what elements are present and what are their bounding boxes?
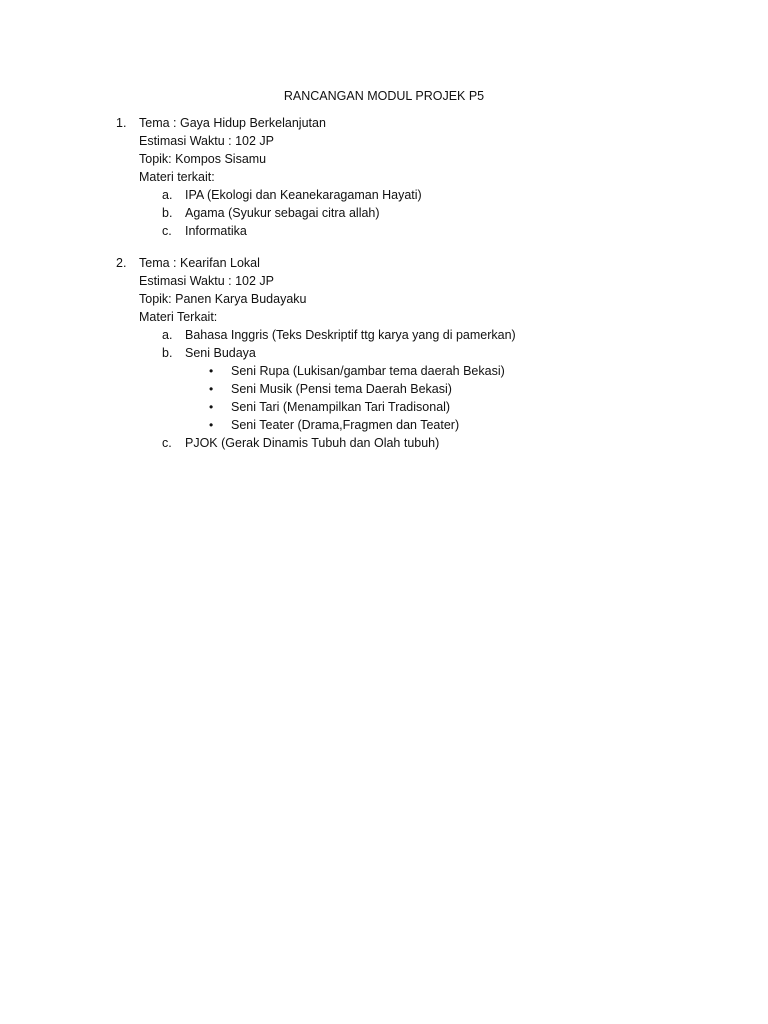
list-marker: a. xyxy=(162,328,173,342)
list-marker: a. xyxy=(162,188,173,202)
list-marker: c. xyxy=(162,436,172,450)
list-marker: b. xyxy=(162,206,173,220)
bullet-icon: • xyxy=(209,400,214,414)
list-item-text: Bahasa Inggris (Teks Deskriptif ttg karya yang di pamerkan) xyxy=(185,328,516,342)
bullet-item xyxy=(116,416,676,434)
section-topik: Topik: Panen Karya Budayaku xyxy=(139,292,307,306)
list-item xyxy=(116,204,676,222)
bullet-icon: • xyxy=(209,382,214,396)
bullet-text: Seni Tari (Menampilkan Tari Tradisonal) xyxy=(231,400,451,414)
section-tema-line xyxy=(116,114,676,132)
bullet-text: Seni Teater (Drama,Fragmen dan Teater) xyxy=(231,418,460,432)
section-tema: Tema : Kearifan Lokal xyxy=(139,256,260,270)
list-item xyxy=(116,186,676,204)
list-item-text: Informatika xyxy=(185,224,247,238)
list-marker: b. xyxy=(162,346,173,360)
section-materi-label: Materi terkait: xyxy=(139,170,215,184)
document-title: RANCANGAN MODUL PROJEK P5 xyxy=(283,89,485,103)
section-materi-label: Materi Terkait: xyxy=(139,310,218,324)
bullet-text: Seni Musik (Pensi tema Daerah Bekasi) xyxy=(231,382,452,396)
bullet-text: Seni Rupa (Lukisan/gambar tema daerah Bekasi) xyxy=(231,364,505,378)
section-estimasi: Estimasi Waktu : 102 JP xyxy=(139,134,274,148)
section-estimasi: Estimasi Waktu : 102 JP xyxy=(139,274,274,288)
section-gaya-hidup xyxy=(116,114,676,240)
bullet-item xyxy=(116,398,676,416)
list-item-text: PJOK (Gerak Dinamis Tubuh dan Olah tubuh) xyxy=(185,436,440,450)
list-item xyxy=(116,222,676,240)
section-kearifan-lokal xyxy=(116,254,676,452)
section-number: 2. xyxy=(116,256,127,270)
bullet-item xyxy=(116,362,676,380)
list-item xyxy=(116,344,676,362)
list-item-text: Agama (Syukur sebagai citra allah) xyxy=(185,206,380,220)
section-number: 1. xyxy=(116,116,127,130)
list-item-text: Seni Budaya xyxy=(185,346,256,360)
bullet-icon: • xyxy=(209,418,214,432)
bullet-icon: • xyxy=(209,364,214,378)
list-marker: c. xyxy=(162,224,172,238)
section-topik: Topik: Kompos Sisamu xyxy=(139,152,267,166)
list-item xyxy=(116,326,676,344)
section-tema-line xyxy=(116,254,676,272)
list-item-text: IPA (Ekologi dan Keanekaragaman Hayati) xyxy=(185,188,422,202)
list-item xyxy=(116,434,676,452)
bullet-item xyxy=(116,380,676,398)
section-tema: Tema : Gaya Hidup Berkelanjutan xyxy=(139,116,326,130)
